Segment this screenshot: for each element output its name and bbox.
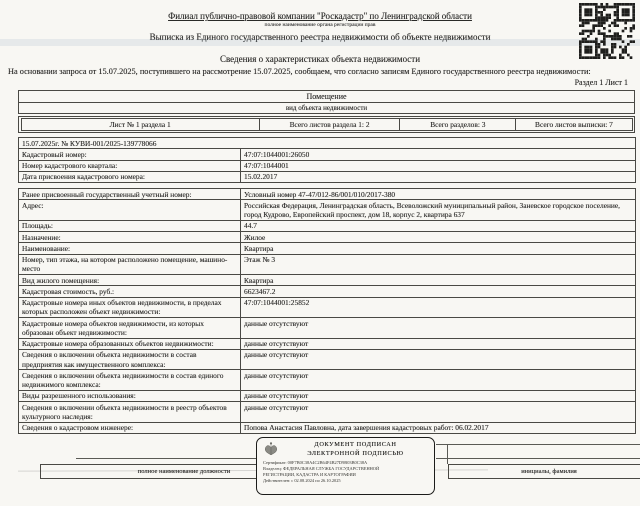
- object-details-table: [18, 188, 636, 434]
- table-row: [19, 232, 636, 243]
- row-label: Сведения о включении объекта недвижимости в состав единого недвижимого комплекса:: [19, 370, 241, 391]
- table-row: [19, 275, 636, 286]
- row-label: Кадастровые номера иных объектов недвижимости, в пределах которых расположен объект недвижимости:: [19, 297, 241, 318]
- row-label: Кадастровые номера объектов недвижимости, из которых образован объект недвижимости:: [19, 318, 241, 339]
- object-type-caption: вид объекта недвижимости: [19, 103, 635, 114]
- stamp-title-line2: ЭЛЕКТРОННОЙ ПОДПИСЬЮ: [307, 450, 404, 458]
- table-row: [19, 390, 636, 401]
- row-label: Номер, тип этажа, на котором расположено помещение, машино-место: [19, 254, 241, 275]
- row-value: Квартира: [241, 243, 636, 254]
- table-row: [19, 349, 636, 370]
- row-label: Адрес:: [19, 200, 241, 221]
- signature-line: [76, 458, 256, 459]
- row-value: Российская Федерация, Ленинградская область, Всеволожский муниципальный район, Заневское городское поселение, город Кудрово, Европейский проспект, дом 18, корпус 2, квартира 637: [241, 200, 636, 221]
- row-value: 47:07:1044001:26050: [241, 149, 636, 160]
- table-row: [19, 200, 636, 221]
- coat-of-arms-icon: [263, 441, 279, 458]
- table-row: [19, 149, 636, 160]
- stamp-owner-line1: Владелец: ФЕДЕРАЛЬНАЯ СЛУЖБА ГОСУДАРСТВЕННОЙ: [263, 466, 380, 472]
- signature-line: [447, 444, 448, 464]
- sections-total-cell: Всего разделов: 3: [400, 119, 516, 130]
- section-title: Сведения о характеристиках объекта недвижимости: [219, 54, 421, 64]
- row-value: Жилое: [241, 232, 636, 243]
- signature-line: [436, 458, 640, 459]
- row-value: Этаж № 3: [241, 254, 636, 275]
- cadastral-table: [18, 137, 636, 183]
- table-row: [19, 338, 636, 349]
- digital-signature-stamp: [256, 437, 435, 495]
- table-row: [19, 286, 636, 297]
- table-row: [19, 189, 636, 200]
- table-row: [19, 220, 636, 231]
- name-caption-box: инициалы, фамилия: [448, 464, 640, 479]
- row-label: Кадастровые номера образованных объектов недвижимости:: [19, 338, 241, 349]
- row-label: Кадастровая стоимость, руб.:: [19, 286, 241, 297]
- stamp-title-line1: ДОКУМЕНТ ПОДПИСАН: [314, 441, 397, 449]
- stamp-validity: Действителен: с 02.08.2024 по 26.10.2025: [263, 478, 341, 484]
- row-label: Сведения о включении объекта недвижимости в реестр объектов культурного наследия:: [19, 402, 241, 423]
- row-value: Квартира: [241, 275, 636, 286]
- row-value: 6623467.2: [241, 286, 636, 297]
- row-label: Номер кадастрового квартала:: [19, 160, 241, 171]
- signature-line: [436, 444, 640, 445]
- extract-sheets-total-cell: Всего листов выписки: 7: [516, 119, 632, 130]
- signature-block: [36, 436, 640, 506]
- row-value: данные отсутствуют: [241, 370, 636, 391]
- table-row: [19, 160, 636, 171]
- row-value: данные отсутствуют: [241, 349, 636, 370]
- row-label: Дата присвоения кадастрового номера:: [19, 171, 241, 182]
- request-basis-line: На основании запроса от 15.07.2025, поступившего на рассмотрение 15.07.2025, сообщаем, что согласно записям Единого государственного реестра недвижимости:: [8, 67, 591, 76]
- row-value: данные отсутствуют: [241, 390, 636, 401]
- row-value: Условный номер 47-47/012-86/001/010/2017-380: [241, 189, 636, 200]
- row-value: 15.02.2017: [241, 171, 636, 182]
- table-row: [19, 402, 636, 423]
- table-row: [19, 370, 636, 391]
- stamp-certificate: Сертификат: 00F7B0C38A4C2B64F4B27D9B03B0C38A: [263, 460, 368, 466]
- table-row: [19, 254, 636, 275]
- registration-authority-name: Филиал публично-правовой компании "Роскадастр" по Ленинградской области: [168, 11, 472, 21]
- document-header: [0, 0, 640, 42]
- object-type-table: [18, 90, 635, 114]
- row-label: Кадастровый номер:: [19, 149, 241, 160]
- row-label: Сведения о включении объекта недвижимости в состав предприятия как имущественного комплекса:: [19, 349, 241, 370]
- table-row: [19, 422, 636, 433]
- row-label: Виды разрешенного использования:: [19, 390, 241, 401]
- table-row: [19, 297, 636, 318]
- position-caption-box: полное наименование должности: [40, 464, 328, 479]
- row-value: 47:07:1044001:25852: [241, 297, 636, 318]
- row-label: Наименование:: [19, 243, 241, 254]
- row-value: Попова Анастасия Павловна, дата завершения кадастровых работ: 06.02.2017: [241, 422, 636, 433]
- document-title: Выписка из Единого государственного реестра недвижимости об объекте недвижимости: [149, 32, 491, 42]
- section-sheets-total-cell: Всего листов раздела 1: 2: [259, 119, 400, 130]
- row-value: 44.7: [241, 220, 636, 231]
- row-value: 47:07:1044001: [241, 160, 636, 171]
- row-label: Сведения о кадастровом инженере:: [19, 422, 241, 433]
- section-sheet-label: Раздел 1 Лист 1: [574, 78, 628, 87]
- row-label: Вид жилого помещения:: [19, 275, 241, 286]
- row-value: данные отсутствуют: [241, 402, 636, 423]
- registration-authority-caption: полное наименование органа регистрации прав: [264, 22, 376, 28]
- sheet-info-table: [18, 116, 635, 133]
- row-label: Площадь:: [19, 220, 241, 231]
- row-label: Назначение:: [19, 232, 241, 243]
- sheet-number-cell: Лист № 1 раздела 1: [21, 119, 259, 130]
- object-type-value: Помещение: [19, 91, 635, 103]
- stamp-owner-line2: РЕГИСТРАЦИИ, КАДАСТРА И КАРТОГРАФИИ: [263, 472, 356, 478]
- row-label: Ранее присвоенный государственный учетный номер:: [19, 189, 241, 200]
- table-row: [19, 171, 636, 182]
- table-row: [19, 318, 636, 339]
- qr-code: [578, 3, 636, 59]
- row-value: данные отсутствуют: [241, 338, 636, 349]
- table-row: [19, 243, 636, 254]
- row-value: данные отсутствуют: [241, 318, 636, 339]
- request-number: 15.07.2025г. № КУВИ-001/2025-139778066: [19, 138, 636, 149]
